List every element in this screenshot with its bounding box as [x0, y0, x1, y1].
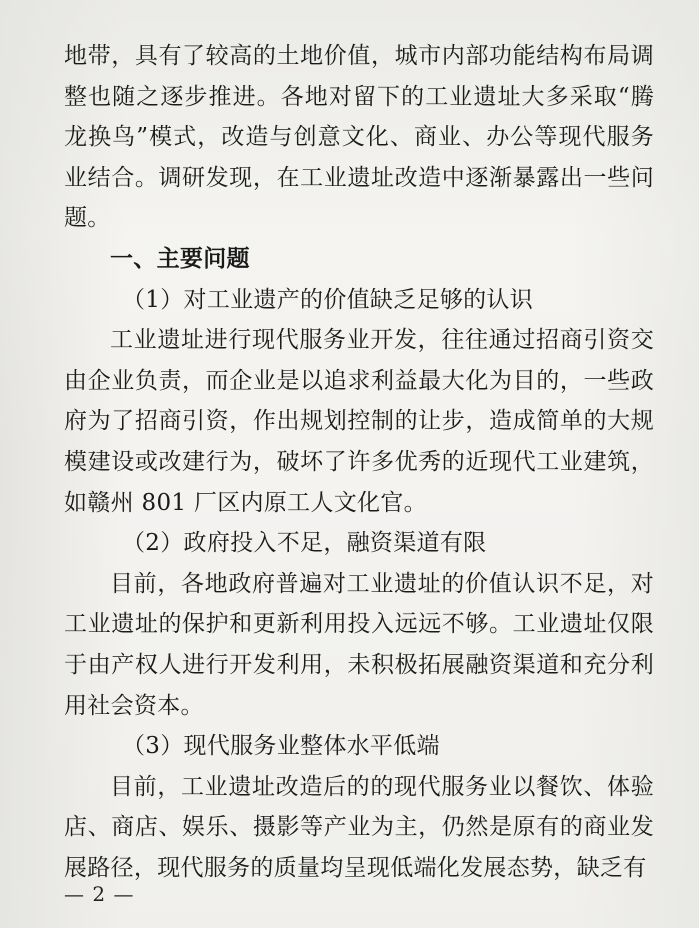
- problem-2-heading: （2）政府投入不足，融资渠道有限: [122, 530, 487, 557]
- document-body: [64, 36, 654, 888]
- section-heading: 一、主要问题: [110, 244, 250, 272]
- intro-paragraph: 地带，具有了较高的土地价值，城市内部功能结构布局调整也随之逐步推进。各地对留下的工业遗址大多采取“腾龙换鸟”模式，改造与创意文化、商业、办公等现代服务业结合。调研发现，在工业遗址改造中逐渐暴露出一些问题。: [64, 43, 654, 232]
- problem-1-heading: （1）对工业遗产的价值缺乏足够的认识: [122, 286, 534, 313]
- problem-1-paragraph: 工业遗址进行现代服务业开发，往往通过招商引资交由企业负责，而企业是以追求利益最大化为目的，一些政府为了招商引资，作出规划控制的让步，造成简单的大规模建设或改建行为，破坏了许多优秀的近现代工业建筑，如赣州 801 厂区内原工人文化官。: [64, 327, 654, 516]
- problem-3-paragraph: 目前，工业遗址改造后的的现代服务业以餐饮、体验店、商店、娱乐、摄影等产业为主，仍然是原有的商业发展路径，现代服务的质量均呈现低端化发展态势，缺乏有: [64, 773, 654, 881]
- problem-2-paragraph: 目前，各地政府普遍对工业遗址的价值认识不足，对工业遗址的保护和更新利用投入远远不够。工业遗址仅限于由产权人进行开发利用，未积极拓展融资渠道和充分利用社会资本。: [64, 570, 654, 719]
- problem-3-heading: （3）现代服务业整体水平低端: [122, 733, 440, 760]
- page-number: — 2 —: [64, 882, 135, 906]
